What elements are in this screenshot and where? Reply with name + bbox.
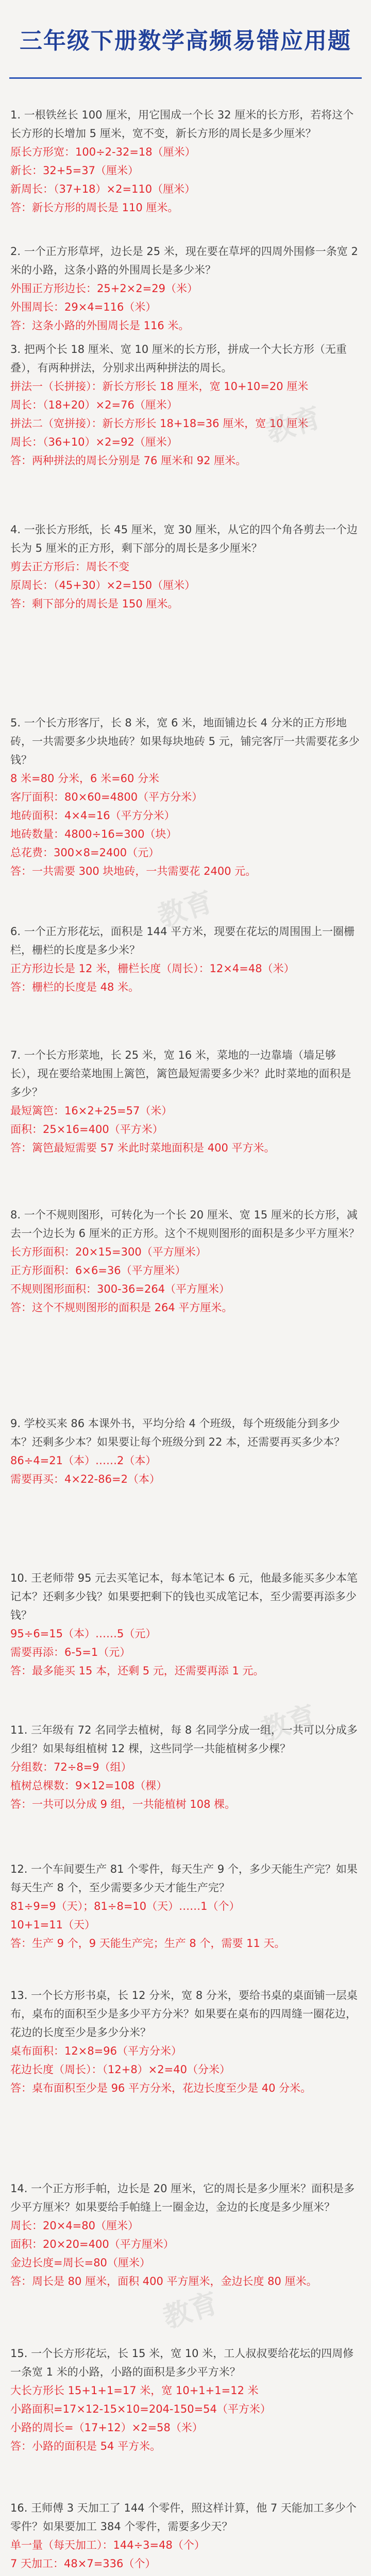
answer-line: 7 天加工：48×7=336（个） [10, 2557, 156, 2570]
question-block [10, 922, 361, 996]
answer-line: 花边长度（周长）：（12+8）×2=40（分米） [10, 2063, 230, 2076]
answer-line: 答：最多能买 15 本，还剩 5 元，还需要再添 1 元。 [10, 1665, 264, 1677]
answer-line: 答：篱笆最短需要 57 米此时菜地面积是 400 平方米。 [10, 1142, 275, 1154]
question-block [10, 106, 361, 217]
answer-line: 95÷6=15（本）……5（元） [10, 1628, 157, 1640]
answer-line: 总花费：300×8=2400（元） [10, 846, 160, 859]
question-block [10, 1046, 361, 1157]
answer-line: 外围正方形边长：25+2×2=29（米） [10, 282, 198, 295]
question-text: 2. 一个正方形草坪，边长是 25 米，现在要在草坪的四周外围修一条宽 2 米的小路，这条小路的外围周长是多少米？ [10, 245, 362, 276]
answer-line: 10+1=11（天） [10, 1919, 95, 1931]
answer-line: 答：剩下部分的周长是 150 厘米。 [10, 598, 179, 610]
question-block [10, 242, 361, 335]
question-text: 4. 一张长方形纸，长 45 厘米，宽 30 厘米，从它的四个角各剪去一个边长为 5 厘米的正方形，剩下部分的周长是多少厘米？ [10, 523, 358, 554]
answer-line: 地砖数量：4800÷16=300（块） [10, 828, 177, 840]
question-block [10, 1206, 361, 1317]
watermark: 教育 [159, 2286, 222, 2335]
question-text: 1. 一根铁丝长 100 厘米，用它围成一个长 32 厘米的长方形，若将这个长方形的长增加 5 厘米，宽不变，新长方形的周长是多少厘米？ [10, 109, 354, 140]
question-block [10, 1860, 361, 1953]
answer-line: 原长方形宽：100÷2-32=18（厘米） [10, 146, 196, 158]
answer-line: 桌布面积：12×8=96（平方分米） [10, 2045, 182, 2057]
answer-line: 新周长：（37+18）×2=110（厘米） [10, 183, 196, 195]
answer-line: 面积：20×20=400（平方厘米） [10, 2238, 174, 2250]
question-block [10, 1721, 361, 1814]
answer-line: 答：这条小路的外围周长是 116 米。 [10, 319, 190, 332]
watermark: 教育 [262, 400, 325, 449]
answer-line: 剪去正方形后：周长不变 [10, 561, 129, 573]
question-text: 13. 一个长方形书桌，长 12 分米，宽 8 分米，要给书桌的桌面铺一层桌布，桌布的面积至少是多少平方分米？如果要在桌布的四周缝一圈花边，花边的长度至少是多少分米？ [10, 1989, 358, 2039]
answer-line: 大长方形长 15+1+1=17 米，宽 10+1+1=12 米 [10, 2384, 259, 2397]
answer-line: 答：两种拼法的周长分别是 76 厘米和 92 厘米。 [10, 454, 247, 467]
answer-line: 周长：20×4=80（厘米） [10, 2219, 139, 2232]
answer-line [10, 2573, 361, 2576]
answer-line: 原周长：（45+30）×2=150（厘米） [10, 579, 196, 591]
watermark: 教育 [154, 885, 217, 934]
answer-line: 不规则图形面积：300-36=264（平方厘米） [10, 1283, 230, 1295]
question-text: 5. 一个长方形客厅，长 8 米，宽 6 米，地面铺边长 4 分米的正方形地砖，一共需要多少块地砖？如果每块地砖 5 元，铺完客厅一共需要花多少钱？ [10, 717, 360, 766]
answer-line: 答：一共可以分成 9 组，一共能植树 108 棵。 [10, 1798, 236, 1810]
question-text: 8. 一个不规则图形，可转化为一个长 20 厘米、宽 15 厘米的长方形，减去一个边长为 6 厘米的正方形。这个不规则图形的面积是多少平方厘米？ [10, 1209, 360, 1240]
answer-line: 正方形边长是 12 米，栅栏长度（周长）：12×4=48（米） [10, 962, 295, 975]
page-title: 三年级下册数学高频易错应用题 [9, 0, 362, 79]
answer-line: 需要再添：6-5=1（元） [10, 1646, 131, 1658]
answer-line: 答：栅栏的长度是 48 米。 [10, 981, 140, 993]
answer-line: 小路面积=17×12-15×10=204-150=54（平方米） [10, 2403, 271, 2415]
question-text: 9. 学校买来 86 本课外书，平均分给 4 个班级，每个班级能分到多少本？还剩多少本？如果要让每个班级分到 22 本，还需要再买多少本？ [10, 1417, 345, 1448]
question-text: 11. 三年级有 72 名同学去植树，每 8 名同学分成一组，一共可以分成多少组？如果每组植树 12 棵，这些同学一共能植树多少棵？ [10, 1724, 358, 1755]
answer-line: 地砖面积：4×4=16（平方分米） [10, 809, 175, 822]
answer-line: 金边长度=周长=80（厘米） [10, 2257, 150, 2269]
answer-line: 答：新长方形的周长是 110 厘米。 [10, 201, 179, 214]
answer-line: 周长：（18+20）×2=76（厘米） [10, 399, 178, 411]
answer-line: 长方形面积：20×15=300（平方厘米） [10, 1246, 207, 1258]
question-block [10, 2344, 361, 2455]
question-block [10, 2179, 361, 2291]
question-block [10, 520, 361, 613]
answer-line: 面积：25×16=400（平方米） [10, 1123, 163, 1136]
question-text: 7. 一个长方形菜地，长 25 米，宽 16 米，菜地的一边靠墙（墙足够长），现在要给菜地围上篱笆，篱笆最短需要多少米？此时菜地的面积是多少？ [10, 1049, 351, 1098]
answer-line: 植树总棵数：9×12=108（棵） [10, 1780, 167, 1792]
question-block [10, 1986, 361, 2097]
question-text: 6. 一个正方形花坛，面积是 144 平方米，现要在花坛的周围围上一圈栅栏，栅栏的长度是多少米？ [10, 925, 355, 956]
question-block [10, 340, 361, 470]
answer-line: 新长：32+5=37（厘米） [10, 164, 139, 177]
answer-line: 周长：（36+10）×2=92（厘米） [10, 436, 178, 448]
answer-line: 81÷9=9（天）；81÷8=10（天）……1（个） [10, 1900, 240, 1912]
answer-line: 正方形面积：6×6=36（平方厘米） [10, 1264, 186, 1277]
answer-line: 答：生产 9 个，9 天能生产完；生产 8 个，需要 11 天。 [10, 1937, 285, 1950]
answer-line: 需要再买：4×22-86=2（本） [10, 1473, 160, 1485]
answer-line: 8 米=80 分米，6 米=60 分米 [10, 772, 160, 785]
watermark: 教育 [257, 1699, 320, 1748]
question-block [10, 2499, 361, 2576]
question-text: 12. 一个车间要生产 81 个零件，每天生产 9 个，多少天能生产完？如果每天生产 8 个，至少需要多少天才能生产完？ [10, 1863, 358, 1894]
question-text: 10. 王老师带 95 元去买笔记本，每本笔记本 6 元，他最多能买多少本笔记本？还剩多少钱？如果要把剩下的钱也买成笔记本，至少需要再添多少钱？ [10, 1572, 358, 1621]
answer-line: 答：一共需要 300 块地砖，一共需要花 2400 元。 [10, 865, 257, 877]
question-block [10, 1569, 361, 1680]
answer-line: 拼法一（长拼接）：新长方形长 18 厘米，宽 10+10=20 厘米 [10, 380, 309, 393]
question-text: 15. 一个长方形花坛，长 15 米，宽 10 米，工人叔叔要给花坛的四周修一条宽 1 米的小路，小路的面积是多少平方米？ [10, 2347, 354, 2378]
answer-line: 拼法二（宽拼接）：新长方形长 18+18=36 厘米，宽 10 厘米 [10, 417, 309, 430]
answer-line: 分组数：72÷8=9（组） [10, 1761, 132, 1773]
answer-line: 最短篱笆：16×2+25=57（米） [10, 1105, 173, 1117]
answer-line: 小路的周长=（17+12）×2=58（米） [10, 2421, 203, 2434]
answer-line: 86÷4=21（本）……2（本） [10, 1454, 157, 1467]
answer-line: 答：这个不规则图形的面积是 264 平方厘米。 [10, 1301, 233, 1314]
answer-line: 单一量（每天加工）：144÷3=48（个） [10, 2539, 205, 2551]
question-text: 3. 把两个长 18 厘米、宽 10 厘米的长方形，拼成一个大长方形（无重叠），有两种拼法，分别求出两种拼法的周长。 [10, 343, 347, 374]
question-text: 14. 一个正方形手帕，边长是 20 厘米，它的周长是多少厘米？面积是多少平方厘米？如果要给手帕缝上一圈金边，金边的长度是多少厘米？ [10, 2182, 355, 2213]
answer-line: 答：周长是 80 厘米，面积 400 平方厘米，金边长度 80 厘米。 [10, 2275, 317, 2287]
answer-line: 客厅面积：80×60=4800（平方分米） [10, 791, 203, 803]
answer-line: 答：桌布面积至少是 96 平方分米，花边长度至少是 40 分米。 [10, 2082, 312, 2094]
question-text: 16. 王师傅 3 天加工了 144 个零件，照这样计算，他 7 天能加工多少个零件？如果要加工 384 个零件，需要多少天？ [10, 2502, 357, 2533]
answer-line: 外围周长：29×4=116（米） [10, 301, 157, 313]
answer-line: 答：小路的面积是 54 平方米。 [10, 2440, 161, 2452]
question-block [10, 1414, 361, 1488]
question-block [10, 714, 361, 880]
